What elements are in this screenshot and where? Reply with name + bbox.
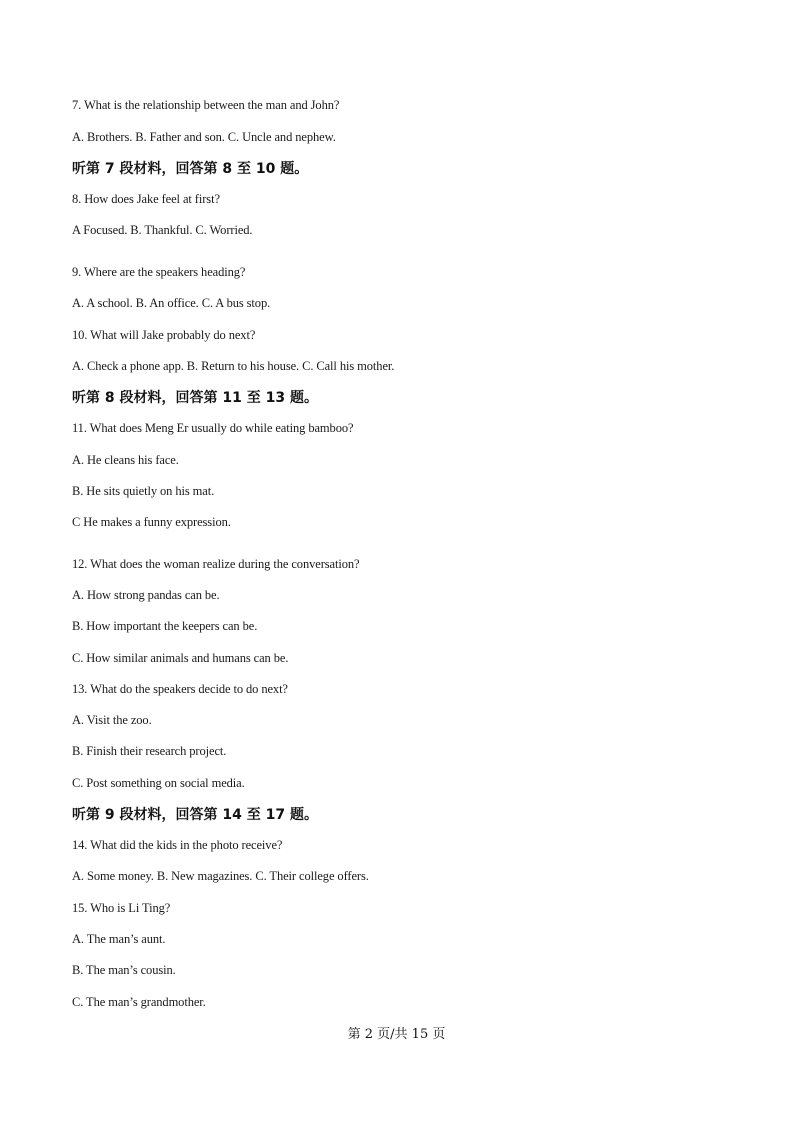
question-12: 12. What does the woman realize during the conversation? <box>72 557 360 571</box>
options-10: A. Check a phone app. B. Return to his house. C. Call his mother. <box>72 359 395 373</box>
option-12-a: A. How strong pandas can be. <box>72 588 220 602</box>
question-7: 7. What is the relationship between the man and John? <box>72 98 340 112</box>
option-15-b: B. The man’s cousin. <box>72 963 176 977</box>
option-12-c: C. How similar animals and humans can be. <box>72 651 289 665</box>
question-14: 14. What did the kids in the photo receive? <box>72 838 283 852</box>
option-11-b: B. He sits quietly on his mat. <box>72 484 215 498</box>
options-8: A Focused. B. Thankful. C. Worried. <box>72 223 253 237</box>
options-14: A. Some money. B. New magazines. C. Their college offers. <box>72 869 369 883</box>
option-13-b: B. Finish their research project. <box>72 744 227 758</box>
option-15-c: C. The man’s grandmother. <box>72 995 206 1009</box>
options-7: A. Brothers. B. Father and son. C. Uncle and nephew. <box>72 130 336 144</box>
option-13-a: A. Visit the zoo. <box>72 713 152 727</box>
options-9: A. A school. B. An office. C. A bus stop. <box>72 296 271 310</box>
option-13-c: C. Post something on social media. <box>72 776 245 790</box>
option-12-b: B. How important the keepers can be. <box>72 619 258 633</box>
question-11: 11. What does Meng Er usually do while eating bamboo? <box>72 421 354 435</box>
question-8: 8. How does Jake feel at first? <box>72 192 220 206</box>
question-9: 9. Where are the speakers heading? <box>72 265 246 279</box>
question-15: 15. Who is Li Ting? <box>72 901 171 915</box>
page-number-footer: 第 2 页/共 15 页 <box>347 1027 446 1042</box>
option-15-a: A. The man’s aunt. <box>72 932 166 946</box>
section-heading-7: 听第 7 段材料，回答第 8 至 10 题。 <box>72 161 309 177</box>
question-13: 13. What do the speakers decide to do next? <box>72 682 288 696</box>
section-heading-9: 听第 9 段材料，回答第 14 至 17 题。 <box>72 807 318 823</box>
question-10: 10. What will Jake probably do next? <box>72 328 256 342</box>
option-11-a: A. He cleans his face. <box>72 453 179 467</box>
section-heading-8: 听第 8 段材料，回答第 11 至 13 题。 <box>72 390 318 406</box>
option-11-c: C He makes a funny expression. <box>72 515 231 529</box>
